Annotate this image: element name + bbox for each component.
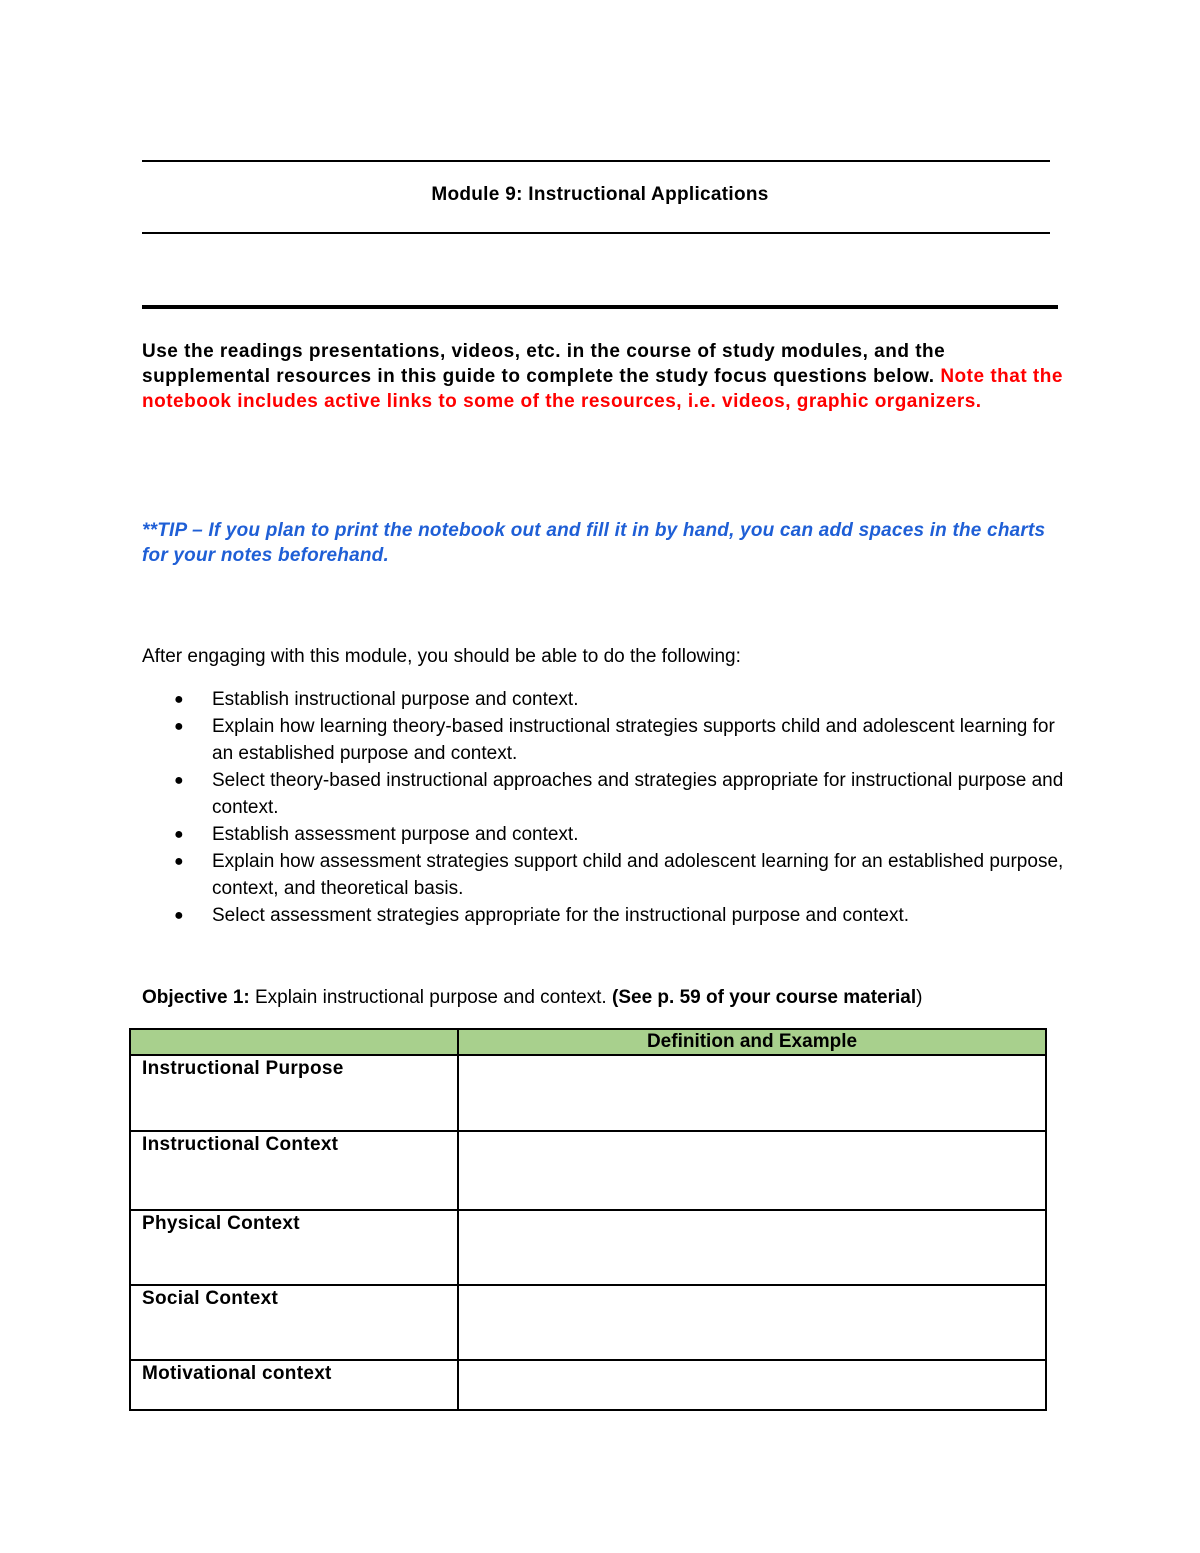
row-label: Social Context: [130, 1285, 458, 1360]
table-header-cell: Definition and Example: [458, 1029, 1046, 1055]
intro-text: Use the readings presentations, videos, etc. in the course of study modules, and the supplemental resources in this guide to complete the study focus questions below.: [142, 341, 946, 387]
list-item: ● Select theory-based instructional approaches and strategies appropriate for instructional purpose and context.: [142, 767, 1072, 821]
answer-cell[interactable]: [458, 1285, 1046, 1360]
bullet-icon: ●: [174, 691, 184, 708]
answer-cell[interactable]: [458, 1210, 1046, 1285]
bullet-icon: ●: [174, 772, 184, 789]
title-divider: [142, 232, 1050, 234]
objectives-intro: After engaging with this module, you should be able to do the following:: [142, 646, 741, 667]
row-label: Instructional Context: [130, 1131, 458, 1210]
bullet-icon: ●: [174, 718, 184, 735]
table-row: [130, 1210, 1046, 1285]
list-item: ● Establish instructional purpose and context.: [142, 686, 1072, 713]
intro-paragraph: [142, 339, 1072, 414]
list-item: ● Explain how assessment strategies support child and adolescent learning for an established purpose, context, and theoretical basis.: [142, 848, 1072, 902]
bullet-icon: ●: [174, 853, 184, 870]
row-label: Physical Context: [130, 1210, 458, 1285]
objective-label: Objective 1:: [142, 987, 250, 1008]
objective-1-heading: Objective 1: Explain instructional purpose and context. (See p. 59 of your course material): [142, 987, 923, 1008]
table-header-cell: [130, 1029, 458, 1055]
row-label: Motivational context: [130, 1360, 458, 1410]
answer-cell[interactable]: [458, 1360, 1046, 1410]
objective-text: Explain instructional purpose and context.: [255, 987, 607, 1008]
section-divider: [142, 305, 1058, 309]
table-header-row: [130, 1029, 1046, 1055]
table-row: [130, 1131, 1046, 1210]
answer-cell[interactable]: [458, 1131, 1046, 1210]
objective-reference: (See p. 59 of your course material: [612, 987, 917, 1008]
definition-table: [129, 1028, 1047, 1411]
objectives-list: [142, 686, 1072, 929]
top-divider: [142, 160, 1050, 162]
answer-cell[interactable]: [458, 1055, 1046, 1131]
table-row: [130, 1055, 1046, 1131]
page-title: Module 9: Instructional Applications: [431, 184, 769, 205]
table-row: [130, 1360, 1046, 1410]
table-row: [130, 1285, 1046, 1360]
intro-note: Note that the notebook includes active links to some of the resources, i.e. videos, graphic organizers.: [142, 366, 1063, 412]
row-label: Instructional Purpose: [130, 1055, 458, 1131]
bullet-icon: ●: [174, 826, 184, 843]
list-item: ● Select assessment strategies appropriate for the instructional purpose and context.: [142, 902, 1072, 929]
bullet-icon: ●: [174, 907, 184, 924]
tip-text: **TIP – If you plan to print the notebook out and fill it in by hand, you can add spaces in the charts for your notes beforehand.: [142, 520, 1046, 566]
list-item: ● Explain how learning theory-based instructional strategies supports child and adolescent learning for an established purpose and context.: [142, 713, 1072, 767]
list-item: ● Establish assessment purpose and context.: [142, 821, 1072, 848]
